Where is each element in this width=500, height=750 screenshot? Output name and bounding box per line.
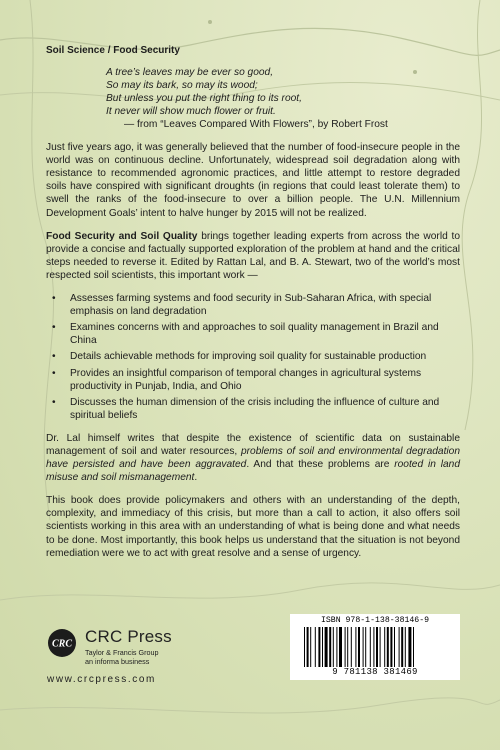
barcode-bar xyxy=(315,627,316,667)
barcode-bar xyxy=(347,627,348,667)
barcode-bar xyxy=(380,627,381,667)
barcode-bar xyxy=(401,627,403,667)
quote-italic: rooted in land misuse and soil mismanagement xyxy=(46,459,460,484)
epigraph xyxy=(106,66,460,131)
barcode-bar xyxy=(345,627,346,667)
crc-logo-icon xyxy=(47,628,77,658)
barcode-bar xyxy=(384,627,385,667)
logo-text: CRC xyxy=(51,638,73,650)
barcode-digits: 9 781138 381469 xyxy=(332,667,418,677)
category-label: Soil Science / Food Security xyxy=(46,45,180,56)
epigraph-attribution: — from “Leaves Compared With Flowers”, by Robert Frost xyxy=(124,119,388,131)
epigraph-line: It never will show much flower or fruit. xyxy=(106,106,276,118)
epigraph-line: So may its bark, so may its wood; xyxy=(106,80,258,92)
book-summary-paragraph xyxy=(46,230,460,282)
barcode-bar xyxy=(413,627,414,667)
barcode-bar xyxy=(399,627,400,667)
quote-text: Dr. Lal himself writes that despite the existence of scientific data on sustainable management of soil and water resources, xyxy=(46,432,460,457)
barcode-bars xyxy=(304,627,446,667)
intro-paragraph: Just five years ago, it was generally believed that the number of food-insecure people in the world was on continuous decline. Unfortunately, widespread soil degradation along with resistance to recommended agronomic practices, and little attempt to restore degraded soils have conspired with significant droughts (in regions that could least tolerate them) to swell the ranks of the food-insecure to over a billion people. The U.N. Millennium Development Goals’ intent to halve hunger by 2015 will not be realized. xyxy=(46,142,460,219)
barcode-bar xyxy=(373,627,374,667)
publisher-group: Taylor & Francis Group xyxy=(85,648,159,657)
barcode-bar xyxy=(405,627,406,667)
publisher-tagline: an informa business xyxy=(85,657,150,666)
barcode-bar xyxy=(304,627,305,667)
barcode-bar xyxy=(387,627,389,667)
book-title: Food Security and Soil Quality xyxy=(46,230,198,242)
barcode-bar xyxy=(358,627,360,667)
barcode-bar xyxy=(310,627,311,667)
barcode-bar xyxy=(351,627,352,667)
quote-text: . And that these problems are xyxy=(246,459,395,471)
publisher-url[interactable]: www.crcpress.com xyxy=(47,674,156,685)
barcode-bar xyxy=(370,627,371,667)
barcode-bar xyxy=(329,627,331,667)
barcode-bar xyxy=(363,627,364,667)
barcode-bar xyxy=(394,627,395,667)
barcode-bar xyxy=(355,627,356,667)
feature-item: • Provides an insightful comparison of temporal changes in agricultural systems productivity in Punjab, India, and Ohio xyxy=(70,367,460,393)
feature-item: • Details achievable methods for improving soil quality for sustainable production xyxy=(70,350,460,363)
epigraph-line: But unless you put the right thing to its root, xyxy=(106,93,302,105)
feature-item: • Assesses farming systems and food security in Sub-Saharan Africa, with special emphasis on land degradation xyxy=(70,292,460,318)
barcode-bar xyxy=(307,627,309,667)
barcode-bar xyxy=(365,627,366,667)
barcode-bar xyxy=(322,627,323,667)
quote-paragraph xyxy=(46,432,460,484)
quote-text: . xyxy=(194,472,198,484)
description-block xyxy=(46,44,460,570)
epigraph-line: A tree’s leaves may be ever so good, xyxy=(106,67,274,79)
barcode-bar xyxy=(325,627,328,667)
barcode-bar xyxy=(408,627,411,667)
feature-item: • Examines concerns with and approaches to soil quality management in Brazil and China xyxy=(70,321,460,347)
barcode-bar xyxy=(336,627,337,667)
barcode-bar xyxy=(318,627,320,667)
feature-list xyxy=(46,292,460,422)
barcode-bar xyxy=(333,627,334,667)
isbn-barcode xyxy=(290,614,460,680)
isbn-number: ISBN 978-1-138-38146-9 xyxy=(320,616,430,625)
closing-paragraph: This book does provide policymakers and others with an understanding of the depth, complexity, and immediacy of this crisis, but more than a call to action, it also offers soil scientists working in this area with an understanding of what is being done and what needs to be done. Most importantly, this book helps us understand that the situation is not beyond remediation were we to act with great resolve and a sense of urgency. xyxy=(46,495,460,559)
barcode-bar xyxy=(339,627,342,667)
summary-text: brings together leading experts from across the world to provide a concise and factually supported exploration of the problem at hand and the critical steps needed to reverse it. Edited by Rattan Lal, and B. A. Stewart, two of the world’s most respected soil scientists, this important work — xyxy=(46,230,460,281)
publisher-name: CRC Press xyxy=(85,627,172,646)
barcode-bar xyxy=(390,627,392,667)
barcode-bar xyxy=(376,627,378,667)
feature-item: • Discusses the human dimension of the crisis including the influence of culture and spiritual beliefs xyxy=(70,396,460,422)
quote-italic: problems of soil and environmental degradation have persisted and have been aggravated xyxy=(46,445,460,471)
